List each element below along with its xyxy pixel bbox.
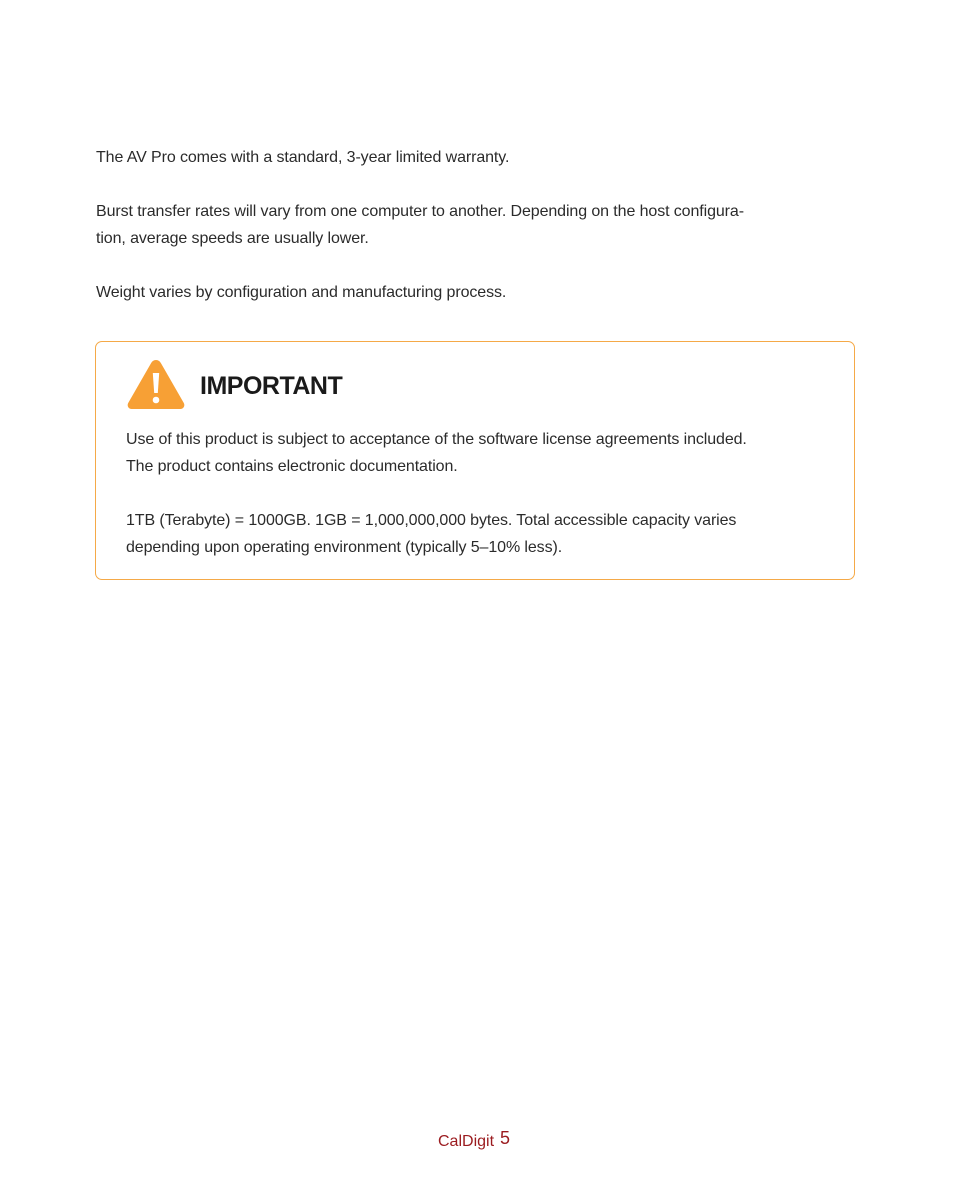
footer-brand: CalDigit: [438, 1133, 495, 1150]
warranty-text: [96, 144, 836, 171]
license-line-2: The product contains electronic documentation.: [126, 458, 458, 475]
page-number: 5: [500, 1128, 511, 1148]
capacity-line-1: 1TB (Terabyte) = 1000GB. 1GB = 1,000,000,000 bytes. Total accessible capacity varies: [126, 512, 737, 529]
weight-line: Weight varies by configuration and manufacturing process.: [96, 284, 507, 301]
weight-text: [96, 279, 836, 306]
burst-line-2: tion, average speeds are usually lower.: [96, 230, 369, 247]
license-line-1: Use of this product is subject to acceptance of the software license agreements included.: [126, 431, 747, 448]
burst-transfer-text: [96, 198, 836, 252]
license-text: [126, 426, 836, 480]
capacity-text: [126, 507, 836, 561]
warranty-line: The AV Pro comes with a standard, 3-year limited warranty.: [96, 149, 510, 166]
burst-line-1: Burst transfer rates will vary from one computer to another. Depending on the host configura-: [96, 203, 744, 220]
important-heading: IMPORTANT: [200, 372, 343, 400]
warning-triangle-icon: [126, 357, 186, 412]
capacity-line-2: depending upon operating environment (typically 5–10% less).: [126, 539, 563, 556]
page-footer: [438, 1130, 510, 1151]
important-callout: [95, 341, 855, 580]
